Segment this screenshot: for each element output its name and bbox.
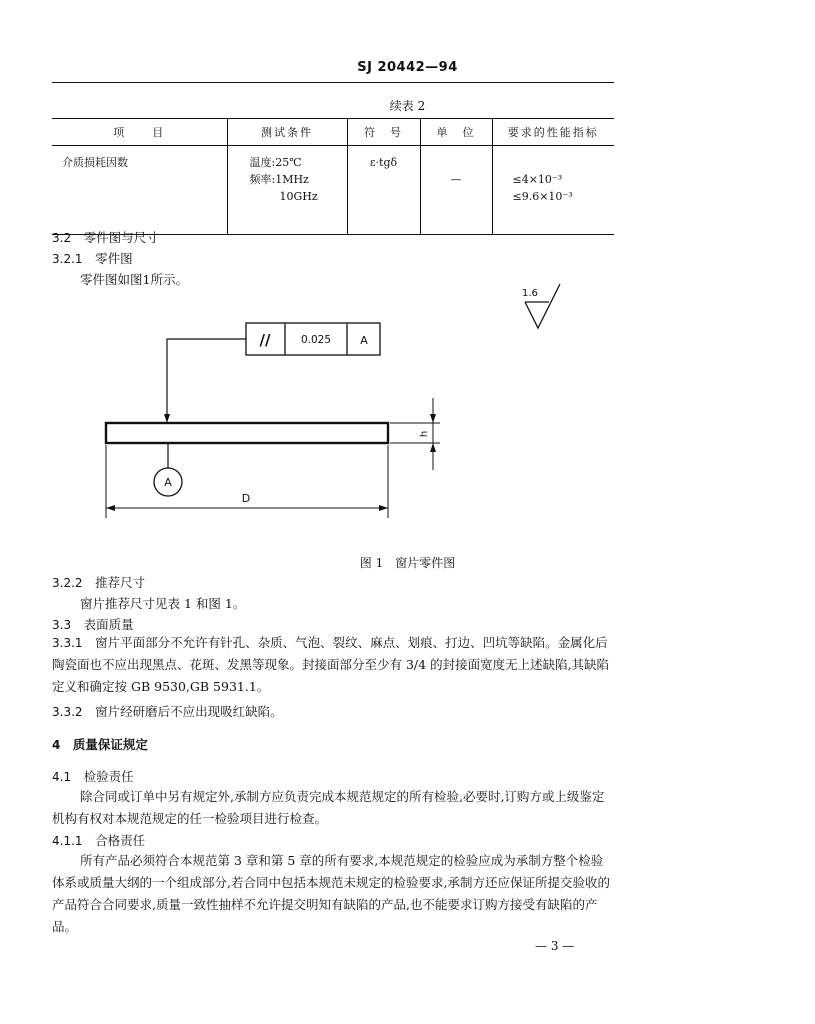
thickness-dimension <box>390 398 440 470</box>
section-3-3-heading: 3.3 表面质量 <box>52 617 134 632</box>
cell-item: 介质损耗因数 <box>52 146 227 235</box>
section-4-1-heading: 4.1 检验责任 <box>52 769 134 784</box>
dim-arrow-left <box>106 505 115 511</box>
section-3-2-1-text: 零件图如图1所示。 <box>80 272 188 287</box>
figure-1-caption: 图 1 窗片零件图 <box>359 556 456 570</box>
parallelism-icon: // <box>259 331 271 349</box>
window-plate-outline <box>106 423 388 443</box>
diameter-dimension <box>106 445 388 518</box>
col-symbol-header: 符 号 <box>347 119 420 146</box>
requirement-10ghz: ≤9.6×10⁻³ <box>512 190 573 203</box>
datum-letter: A <box>164 476 172 489</box>
tolerance-leader <box>167 339 246 420</box>
document-code: SJ 20442—94 <box>357 60 458 75</box>
cell-unit: — <box>420 146 492 235</box>
col-unit-header: 单 位 <box>420 119 492 146</box>
diameter-label: D <box>241 492 251 505</box>
condition-frequency-2: 10GHz <box>279 190 318 203</box>
section-3-2-2-heading: 3.2.2 推荐尺寸 <box>52 575 146 590</box>
tolerance-value: 0.025 <box>300 334 332 346</box>
table-caption: 续表 2 <box>389 99 426 113</box>
section-4-1-1-heading: 4.1.1 合格责任 <box>52 833 146 848</box>
thickness-arrow-bottom <box>430 443 436 452</box>
section-3-2-heading: 3.2 零件图与尺寸 <box>52 230 159 245</box>
datum-reference: A <box>360 334 368 347</box>
cell-symbol: ε·tgδ <box>347 146 420 235</box>
dim-arrow-right <box>379 505 388 511</box>
col-item-header: 项 目 <box>52 119 227 146</box>
section-3-2-2-text: 窗片推荐尺寸见表 1 和图 1。 <box>80 596 246 611</box>
section-3-3-1-paragraph: 3.3.1 窗片平面部分不允许有针孔、杂质、气泡、裂纹、麻点、划痕、打边、凹坑等缺陷。金属化后陶瓷面也不应出现黑点、花斑、发黑等现象。封接面部分至少有 3/4 的封接面宽度无上述缺陷,其缺陷定义和确定按 GB 9530,GB 5931.1。 <box>52 635 610 694</box>
condition-temperature: 温度:25℃ <box>249 156 302 169</box>
leader-arrowhead <box>164 414 170 423</box>
col-conditions-header: 测试条件 <box>227 119 347 146</box>
thickness-label: h <box>419 430 430 438</box>
roughness-value: 1.6 <box>522 288 538 299</box>
thickness-arrow-top <box>430 414 436 423</box>
page-number: — 3 — <box>535 939 575 953</box>
section-4-heading: 4 质量保证规定 <box>52 737 148 752</box>
section-3-3-2-paragraph: 3.3.2 窗片经研磨后不应出现吸红缺陷。 <box>52 704 283 719</box>
section-4-1-paragraph: 除合同或订单中另有规定外,承制方应负责完成本规范规定的所有检验,必要时,订购方或上级鉴定机构有权对本规范规定的任一检验项目进行检查。 <box>52 789 605 826</box>
col-requirement-header: 要求的性能指标 <box>492 119 614 146</box>
section-4-1-1-paragraph: 所有产品必须符合本规范第 3 章和第 5 章的所有要求,本规范规定的检验应成为承制方整个检验体系或质量大纲的一个组成部分,若合同中包括本规范未规定的检验要求,承制方还应保证所提交验收的产品符合合同要求,质量一致性抽样不允许提交明知有缺陷的产品,也不能要求订购方接受有缺陷的产品。 <box>52 853 610 934</box>
requirement-1mhz: ≤4×10⁻³ <box>512 173 563 186</box>
section-3-2-1-heading: 3.2.1 零件图 <box>52 251 133 266</box>
condition-frequency: 频率:1MHz <box>249 173 309 186</box>
